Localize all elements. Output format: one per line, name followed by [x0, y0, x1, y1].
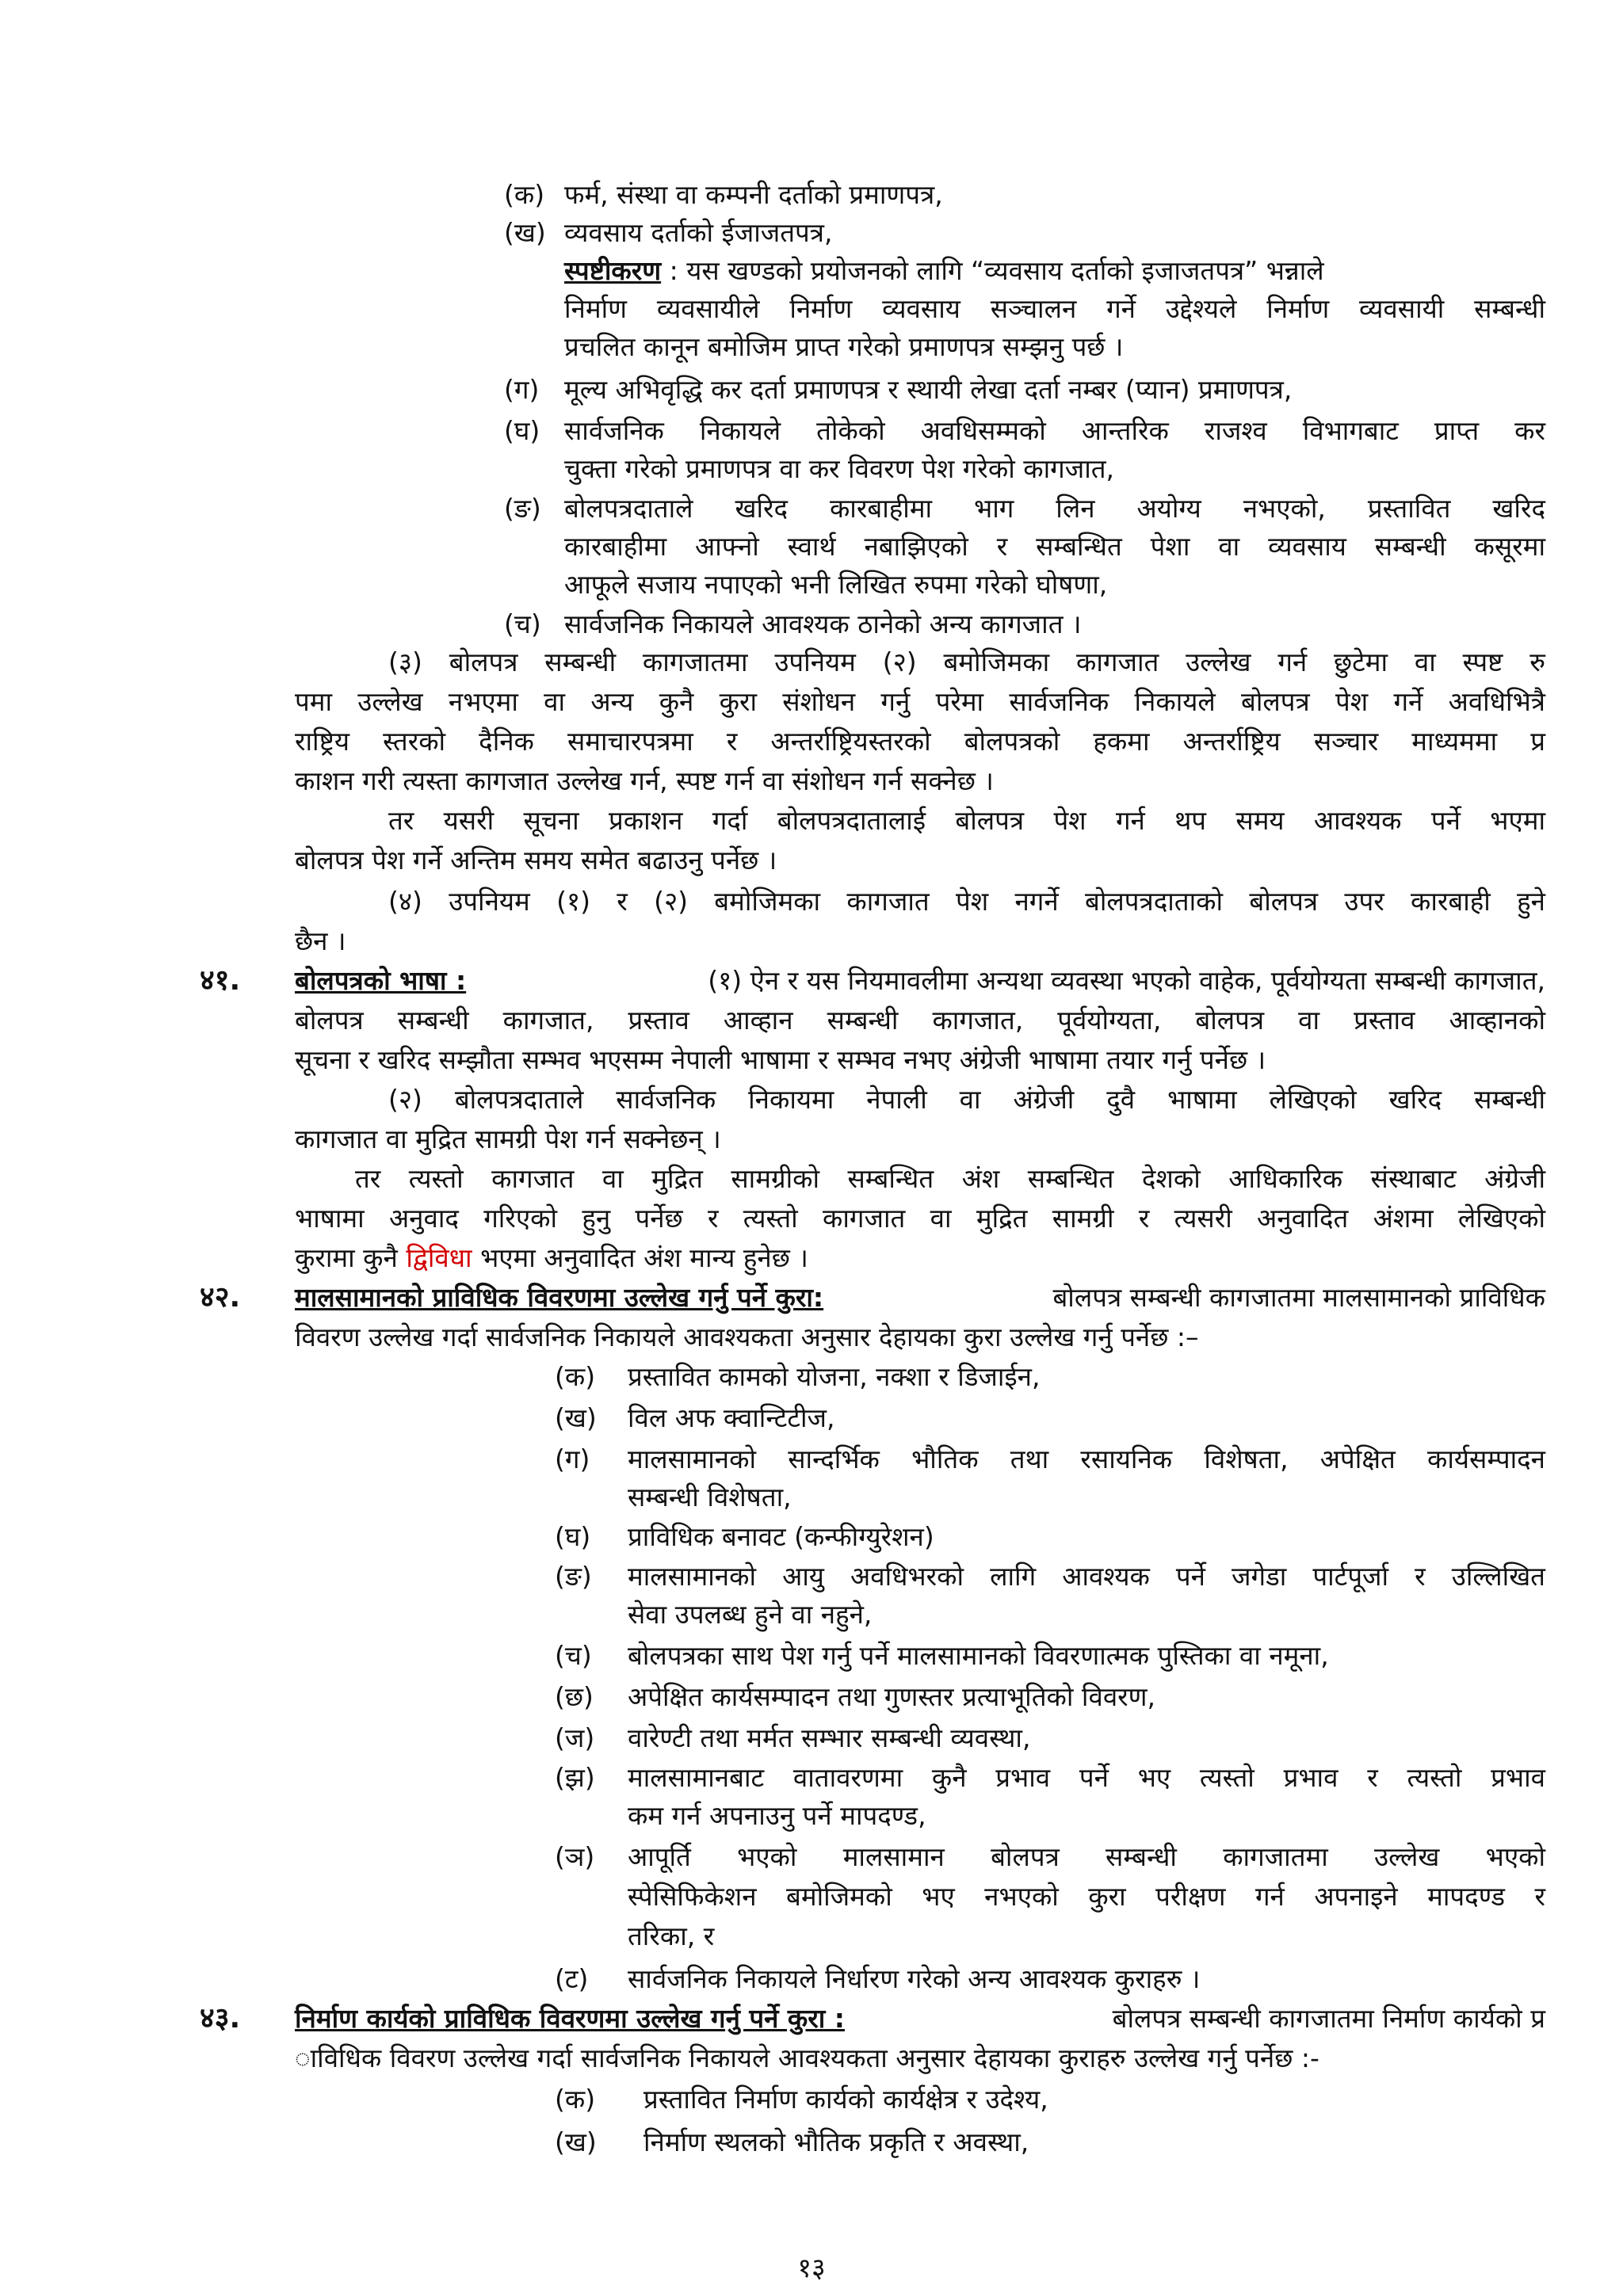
rule-41-proviso-line-2: भाषामा अनुवाद गरिएको हुनु पर्नेछ र त्यस्तो कागजात वा मुद्रित सामग्री र त्यसरी अनुवादित अंशमा लेखिएको: [295, 1203, 1545, 1234]
rule-42-number: ४२.: [200, 1281, 241, 1314]
rule-41-line-3: सूचना र खरिद सम्झौता सम्भव भएसम्म नेपाली भाषामा र सम्भव नभए अंग्रेजी भाषामा तयार गर्नु पर्नेछ ।: [295, 1044, 1266, 1075]
para4-line-1: (४) उपनियम (१) र (२) बमोजिमका कागजात पेश नगर्ने बोलपत्रदाताको बोलपत्र उपर कारबाही हुने: [388, 886, 1545, 917]
r42-ja-text: वारेण्टी तथा मर्मत सम्भार सम्बन्धी व्यवस्था,: [628, 1722, 1031, 1753]
rule-43-number: ४३.: [200, 2002, 241, 2035]
para3-line-1: (३) बोलपत्र सम्बन्धी कागजातमा उपनियम (२) बमोजिमका कागजात उल्लेख गर्न छुटेमा वा स्पष्ट रु: [388, 646, 1545, 677]
rule-41-proviso-text-a: कुरामा कुनै: [295, 1242, 407, 1273]
item-nga-marker: (ङ): [504, 493, 541, 524]
rule-43-line-1-text: बोलपत्र सम्बन्धी कागजातमा निर्माण कार्यको प्र: [1112, 2003, 1545, 2034]
r42-chha-marker: (छ): [555, 1681, 594, 1712]
item-nga-line-2: कारबाहीमा आफ्नो स्वार्थ नबाझिएको र सम्बन्धित पेशा वा व्यवसाय सम्बन्धी कसूरमा: [564, 531, 1545, 562]
r42-ga-line-1: मालसामानको सान्दर्भिक भौतिक तथा रसायनिक विशेषता, अपेक्षित कार्यसम्पादन: [628, 1444, 1545, 1474]
r43-ka-text: प्रस्तावित निर्माण कार्यको कार्यक्षेत्र र उदेश्य,: [643, 2084, 1048, 2115]
page-number: १३: [797, 2252, 826, 2284]
clarification-heading: स्पष्टीकरण: [564, 255, 662, 286]
r42-yna-line-1: आपूर्ति भएको मालसामान बोलपत्र सम्बन्धी कागजातमा उल्लेख भएको: [628, 1841, 1545, 1872]
para3-line-4: काशन गरी त्यस्ता कागजात उल्लेख गर्न, स्पष्ट गर्न वा संशोधन गर्न सक्नेछ ।: [295, 765, 994, 796]
proviso1-line-1: तर यसरी सूचना प्रकाशन गर्दा बोलपत्रदातालाई बोलपत्र पेश गर्न थप समय आवश्यक पर्ने भएमा: [388, 805, 1545, 836]
r42-ja-marker: (ज): [555, 1722, 595, 1753]
rule-41-line-2: बोलपत्र सम्बन्धी कागजात, प्रस्ताव आव्हान सम्बन्धी कागजात, पूर्वयोग्यता, बोलपत्र वा प्रस्ताव आव्हानको: [295, 1005, 1545, 1035]
item-gha-marker: (घ): [504, 415, 540, 446]
item-cha-text: सार्वजनिक निकायले आवश्यक ठानेको अन्य कागजात ।: [564, 608, 1082, 639]
rule-43-line-1: [295, 2000, 1545, 2038]
item-ka-marker: (क): [504, 179, 545, 210]
r42-yna-line-3: तरिका, र: [628, 1920, 715, 1951]
clarification-line-2: निर्माण व्यवसायीले निर्माण व्यवसाय सञ्चालन गर्ने उद्देश्यले निर्माण व्यवसायी सम्बन्धी: [564, 293, 1545, 324]
r42-jha-line-2: कम गर्न अपनाउनु पर्ने मापदण्ड,: [628, 1800, 926, 1831]
rule-41-para2-line-1: (२) बोलपत्रदाताले सार्वजनिक निकायमा नेपाली वा अंग्रेजी दुवै भाषामा लेखिएको खरिद सम्बन्धी: [388, 1084, 1545, 1115]
r42-nga-line-1: मालसामानको आयु अवधिभरको लागि आवश्यक पर्ने जगेडा पार्टपूर्जा र उल्लिखित: [628, 1561, 1545, 1592]
proviso1-line-2: बोलपत्र पेश गर्ने अन्तिम समय समेत बढाउनु पर्नेछ ।: [295, 845, 777, 875]
r42-yna-marker: (ञ): [555, 1841, 595, 1872]
rule-41-proviso-text-b: भएमा अनुवादित अंश मान्य हुनेछ ।: [472, 1242, 808, 1273]
rule-42-heading: मालसामानको प्राविधिक विवरणमा उल्लेख गर्नु पर्ने कुरा:: [295, 1282, 824, 1313]
item-kha-marker: (ख): [504, 217, 546, 248]
item-ga-text: मूल्य अभिवृद्धि कर दर्ता प्रमाणपत्र र स्थायी लेखा दर्ता नम्बर (प्यान) प्रमाणपत्र,: [564, 374, 1293, 405]
r43-kha-text: निर्माण स्थलको भौतिक प्रकृति र अवस्था,: [643, 2126, 1029, 2157]
r42-cha-text: बोलपत्रका साथ पेश गर्नु पर्ने मालसामानको विवरणात्मक पुस्तिका वा नमूना,: [628, 1640, 1329, 1671]
r42-gha-marker: (घ): [555, 1521, 591, 1552]
rule-42-line-2: विवरण उल्लेख गर्दा सार्वजनिक निकायले आवश्यकता अनुसार देहायका कुरा उल्लेख गर्नु पर्नेछ :–: [295, 1322, 1199, 1352]
r42-ta-marker: (ट): [555, 1963, 589, 1994]
r42-ta-text: सार्वजनिक निकायले निर्धारण गरेको अन्य आवश्यक कुराहरु ।: [628, 1963, 1201, 1994]
rule-41-heading: बोलपत्रको भाषा :: [295, 965, 467, 996]
r42-nga-marker: (ङ): [555, 1561, 592, 1592]
r42-ga-marker: (ग): [555, 1444, 590, 1474]
r42-jha-marker: (झ): [555, 1762, 595, 1793]
r42-chha-text: अपेक्षित कार्यसम्पादन तथा गुणस्तर प्रत्याभूतिको विवरण,: [628, 1681, 1156, 1712]
r43-ka-marker: (क): [555, 2084, 596, 2115]
r42-ka-text: प्रस्तावित कामको योजना, नक्शा र डिजाईन,: [628, 1361, 1041, 1392]
r43-kha-marker: (ख): [555, 2126, 597, 2157]
highlighted-word: द्विविधा: [406, 1242, 472, 1273]
para3-line-3: राष्ट्रिय स्तरको दैनिक समाचारपत्रमा र अन्तर्राष्ट्रियस्तरको बोलपत्रको हकमा अन्तर्राष्ट्रिय सञ्चार माध्यममा प्र: [295, 726, 1545, 757]
para3-line-2: पमा उल्लेख नभएमा वा अन्य कुनै कुरा संशोधन गर्नु परेमा सार्वजनिक निकायले बोलपत्र पेश गर्ने अवधिभित्रै: [295, 686, 1545, 717]
rule-41-line-1-text: (१) ऐन र यस नियमावलीमा अन्यथा व्यवस्था भएको वाहेक, पूर्वयोग्यता सम्बन्धी कागजात,: [708, 965, 1545, 996]
r42-yna-line-2: स्पेसिफिकेशन बमोजिमको भए नभएको कुरा परीक्षण गर्न अपनाइने मापदण्ड र: [628, 1881, 1545, 1912]
item-nga-line-1: बोलपत्रदाताले खरिद कारबाहीमा भाग लिन अयोग्य नभएको, प्रस्तावित खरिद: [564, 493, 1545, 524]
clarification-text: : यस खण्डको प्रयोजनको लागि “व्यवसाय दर्ताको इजाजतपत्र” भन्नाले: [669, 255, 1324, 286]
rule-41-line-1: [295, 962, 1545, 1000]
r42-ka-marker: (क): [555, 1361, 596, 1392]
rule-41-number: ४१.: [200, 964, 241, 997]
rule-41-proviso-line-3: [295, 1239, 808, 1277]
item-ga-marker: (ग): [504, 374, 540, 405]
item-nga-line-3: आफूले सजाय नपाएको भनी लिखित रुपमा गरेको घोषणा,: [564, 569, 1108, 600]
rule-42-line-1: [295, 1279, 1545, 1317]
item-gha-line-2: चुक्ता गरेको प्रमाणपत्र वा कर विवरण पेश गरेको कागजात,: [564, 453, 1115, 484]
r42-kha-text: विल अफ क्वान्टिटीज,: [628, 1402, 835, 1433]
r42-kha-marker: (ख): [555, 1402, 597, 1433]
r42-ga-line-2: सम्बन्धी विशेषता,: [628, 1482, 792, 1512]
item-ka-text: फर्म, संस्था वा कम्पनी दर्ताको प्रमाणपत्र,: [564, 179, 943, 210]
item-kha-text: व्यवसाय दर्ताको ईजाजतपत्र,: [564, 217, 833, 248]
r42-gha-text: प्राविधिक बनावट (कन्फीग्युरेशन): [628, 1521, 934, 1552]
item-gha-line-1: सार्वजनिक निकायले तोकेको अवधिसम्मको आन्तरिक राजश्व विभागबाट प्राप्त कर: [564, 415, 1545, 446]
rule-42-line-1-text: बोलपत्र सम्बन्धी कागजातमा मालसामानको प्राविधिक: [1052, 1282, 1545, 1313]
clarification-line-1: [564, 252, 1545, 290]
rule-41-proviso-line-1: तर त्यस्तो कागजात वा मुद्रित सामग्रीको सम्बन्धित अंश सम्बन्धित देशको आधिकारिक संस्थाबाट अंग्रेजी: [355, 1163, 1545, 1194]
r42-nga-line-2: सेवा उपलब्ध हुने वा नहुने,: [628, 1599, 873, 1630]
r42-cha-marker: (च): [555, 1640, 592, 1671]
item-cha-marker: (च): [504, 608, 541, 639]
rule-43-heading: निर्माण कार्यको प्राविधिक विवरणमा उल्लेख गर्नु पर्ने कुरा :: [295, 2003, 845, 2034]
r42-jha-line-1: मालसामानबाट वातावरणमा कुनै प्रभाव पर्ने भए त्यस्तो प्रभाव र त्यस्तो प्रभाव: [628, 1762, 1545, 1793]
rule-41-para2-line-2: कागजात वा मुद्रित सामग्री पेश गर्न सक्नेछन् ।: [295, 1123, 721, 1154]
clarification-line-3: प्रचलित कानून बमोजिम प्राप्त गरेको प्रमाणपत्र सम्झनु पर्छ ।: [564, 331, 1124, 362]
para4-line-2: छैन ।: [295, 925, 346, 956]
rule-43-line-2: ाविधिक विवरण उल्लेख गर्दा सार्वजनिक निकायले आवश्यकता अनुसार देहायका कुराहरु उल्लेख गर्नु पर्नेछ :-: [295, 2042, 1319, 2073]
